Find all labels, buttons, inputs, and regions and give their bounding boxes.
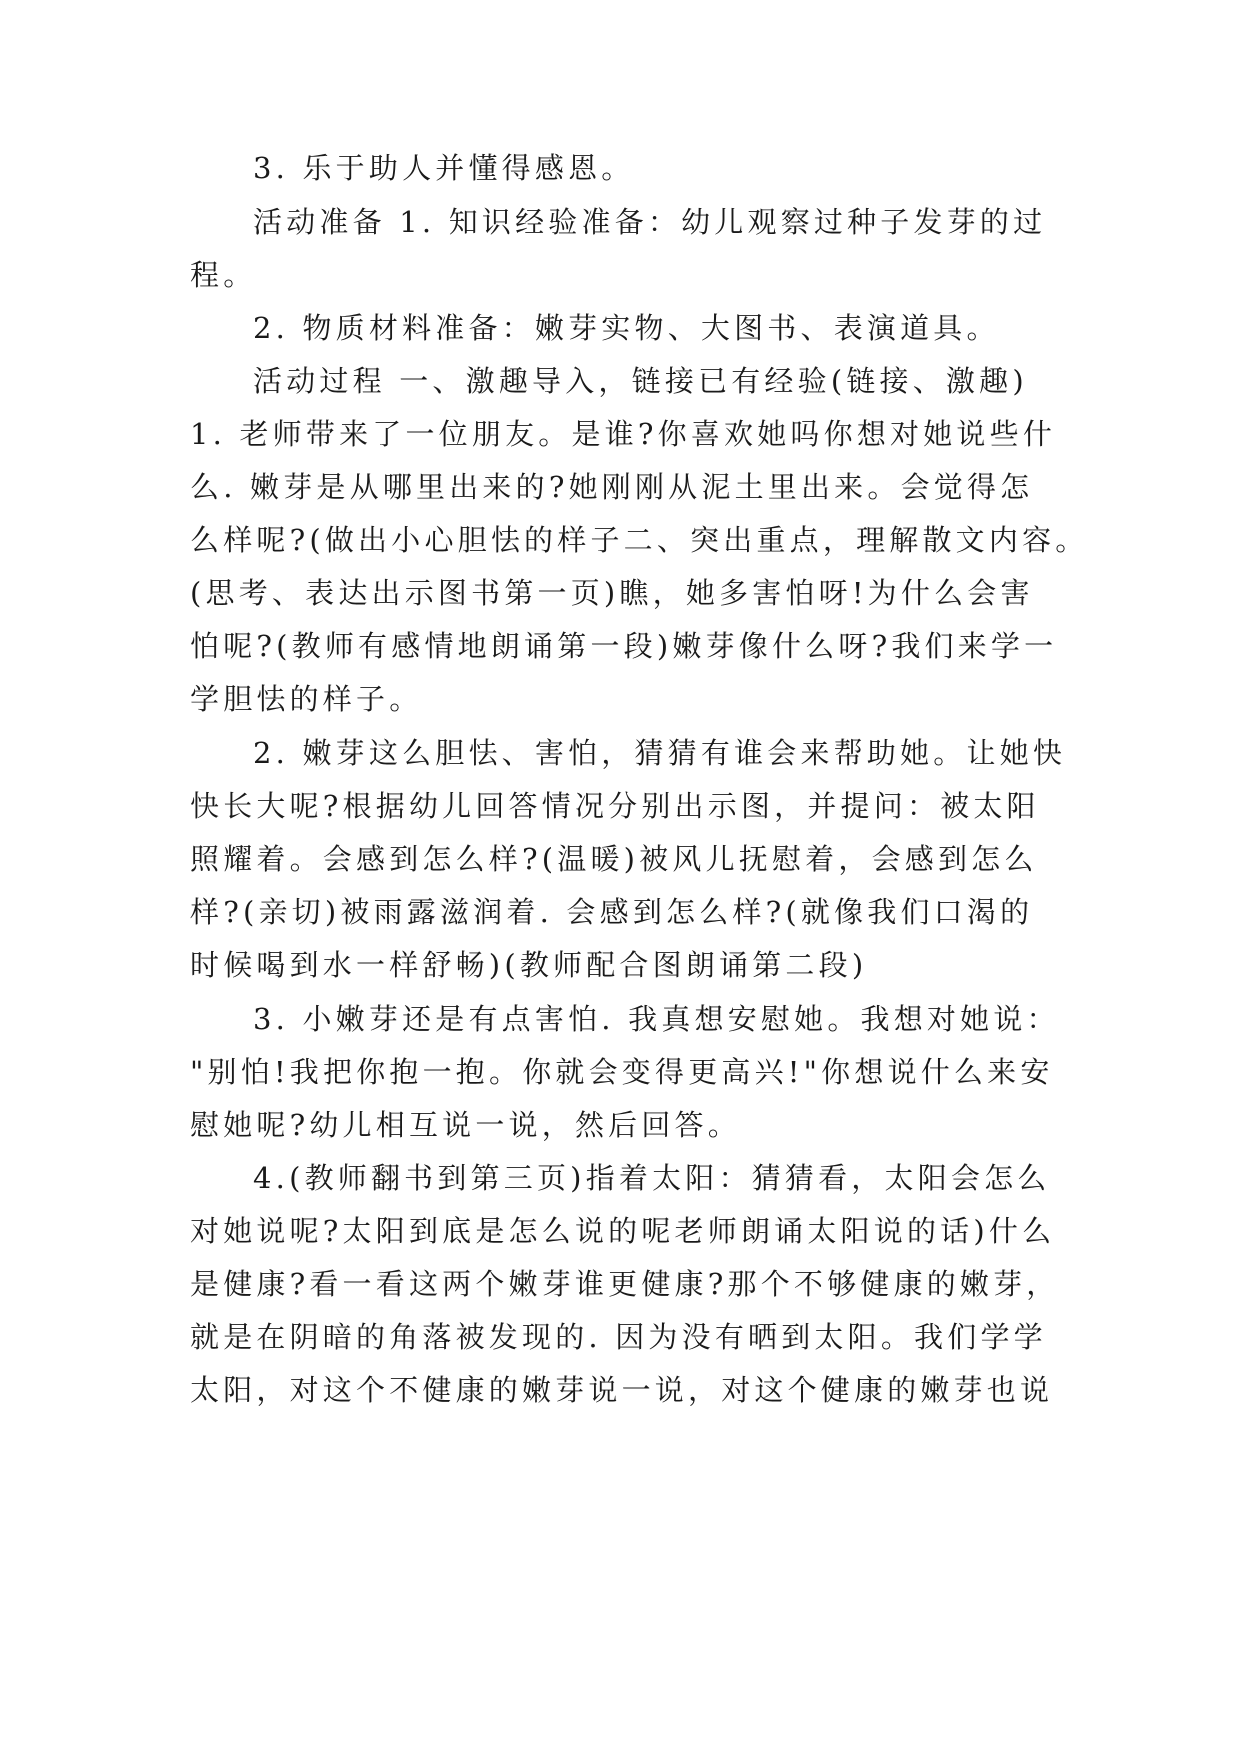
paragraph-line-step-1-cont-3: (思考、表达出示图书第一页)瞧，她多害怕呀!为什么会害 xyxy=(190,576,1034,610)
paragraph-line-step-4: 4.(教师翻书到第三页)指着太阳：猜猜看，太阳会怎么 xyxy=(253,1161,1051,1195)
paragraph-line-preparation-2: 2. 物质材料准备：嫩芽实物、大图书、表演道具。 xyxy=(253,311,1000,345)
paragraph-line-step-4-cont-2: 是健康?看一看这两个嫩芽谁更健康?那个不够健康的嫩芽， xyxy=(190,1267,1060,1301)
paragraph-line-step-1-cont-4: 怕呢?(教师有感情地朗诵第一段)嫩芽像什么呀?我们来学一 xyxy=(190,629,1058,663)
paragraph-line-step-4-cont-1: 对她说呢?太阳到底是怎么说的呢老师朗诵太阳说的话)什么 xyxy=(190,1214,1056,1248)
paragraph-line-step-1: 1. 老师带来了一位朋友。是谁?你喜欢她吗你想对她说些什 xyxy=(190,417,1057,451)
paragraph-line-step-4-cont-4: 太阳，对这个不健康的嫩芽说一说，对这个健康的嫩芽也说 xyxy=(190,1373,1054,1407)
paragraph-line-step-2: 2. 嫩芽这么胆怯、害怕，猜猜有谁会来帮助她。让她快 xyxy=(253,736,1067,770)
paragraph-line-step-2-cont-4: 时候喝到水一样舒畅)(教师配合图朗诵第二段) xyxy=(190,948,868,982)
paragraph-line-step-4-cont-3: 就是在阴暗的角落被发现的. 因为没有晒到太阳。我们学学 xyxy=(190,1320,1047,1354)
paragraph-line-goal-3: 3. 乐于助人并懂得感恩。 xyxy=(253,151,635,185)
paragraph-line-step-3: 3. 小嫩芽还是有点害怕. 我真想安慰她。我想对她说： xyxy=(253,1002,1060,1036)
paragraph-line-preparation-1: 活动准备 1. 知识经验准备：幼儿观察过种子发芽的过 xyxy=(253,205,1047,239)
paragraph-line-preparation-1-cont: 程。 xyxy=(190,258,257,292)
paragraph-line-process-heading: 活动过程 一、激趣导入，链接已有经验(链接、激趣) xyxy=(253,364,1028,398)
paragraph-line-step-1-cont-2: 么样呢?(做出小心胆怯的样子二、突出重点，理解散文内容。 xyxy=(190,523,1089,557)
paragraph-line-step-2-cont-2: 照耀着。会感到怎么样?(温暖)被风儿抚慰着，会感到怎么 xyxy=(190,842,1038,876)
paragraph-line-step-1-cont-1: 么. 嫩芽是从哪里出来的?她刚刚从泥土里出来。会觉得怎 xyxy=(190,470,1034,504)
paragraph-line-step-2-cont-1: 快长大呢?根据幼儿回答情况分别出示图，并提问：被太阳 xyxy=(190,789,1040,823)
paragraph-line-step-1-cont-5: 学胆怯的样子。 xyxy=(190,682,423,716)
paragraph-line-step-3-cont-1: "别怕!我把你抱一抱。你就会变得更高兴!"你想说什么来安 xyxy=(190,1055,1054,1089)
paragraph-line-step-3-cont-2: 慰她呢?幼儿相互说一说，然后回答。 xyxy=(190,1108,741,1142)
paragraph-line-step-2-cont-3: 样?(亲切)被雨露滋润着. 会感到怎么样?(就像我们口渴的 xyxy=(190,895,1034,929)
